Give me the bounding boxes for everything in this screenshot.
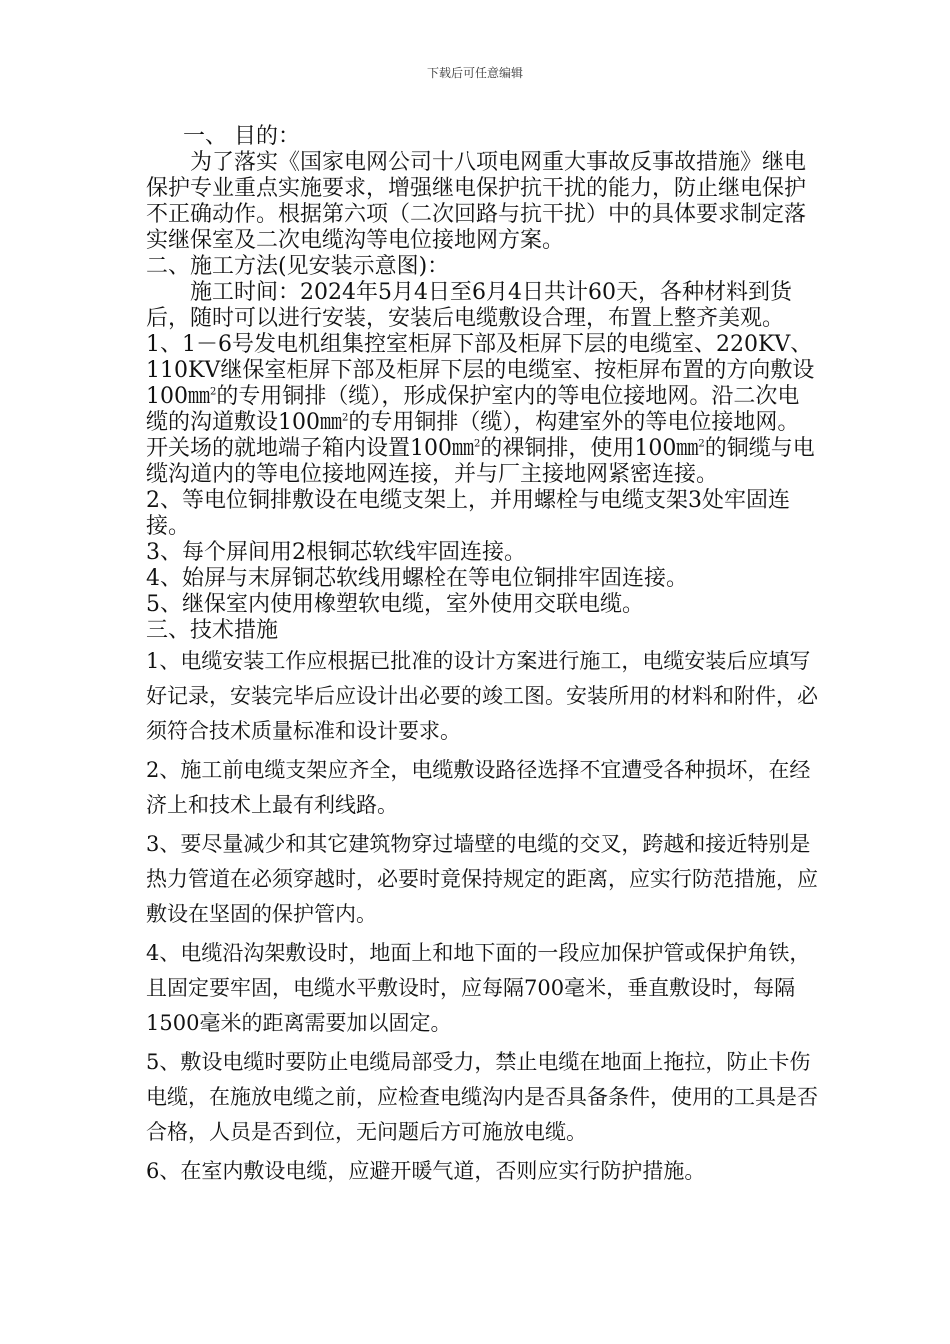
- technical-item-4: 4、电缆沿沟架敷设时，地面上和地下面的一段应加保护管或保护角铁，且固定要牢固，电缆水平敷设时，应每隔700毫米，垂直敷设时，每隔1500毫米的距离需要加以固定。: [146, 941, 811, 1035]
- method-item-1: [146, 332, 818, 488]
- method-item-1-text-a: 1、1－6号发电机组集控室柜屏下部及柜屏下层的电缆室、220KV、110KV继保室柜屏下部及柜屏下层的电缆室、按柜屏布置的方向敷设100㎜: [146, 332, 815, 409]
- purpose-paragraph: 为了落实《国家电网公司十八项电网重大事故反事故措施》继电保护专业重点实施要求，增强继电保护抗干扰的能力，防止继电保护不正确动作。根据第六项（二次回路与抗干扰）中的具体要求制定落实继保室及二次电缆沟等电位接地网方案。: [146, 150, 807, 253]
- technical-item-6: 6、在室内敷设电缆，应避开暖气道，否则应实行防护措施。: [146, 1159, 706, 1183]
- method-item-1-text-b: 的专用铜排（缆），形成保护室内的等电位接地网。沿二次电缆的沟道敷设100㎜: [146, 384, 800, 435]
- page-header-note: 下载后可任意编辑: [426, 66, 523, 80]
- method-item-1-text-d: 的裸铜排，使用100㎜: [480, 436, 699, 461]
- method-item-5: 5、继保室内使用橡塑软电缆，室外使用交联电缆。: [146, 592, 644, 617]
- technical-item-1: 1、电缆安装工作应根据已批准的设计方案进行施工，电缆安装后应填写好记录，安装完毕后应设计出必要的竣工图。安装所用的材料和附件，必须符合技术质量标准和设计要求。: [146, 649, 818, 743]
- dense-section: [146, 124, 818, 644]
- superscript-2: 2: [698, 438, 705, 450]
- construction-time-paragraph: 施工时间：2024年5月4日至6月4日共计60天，各种材料到货后，随时可以进行安装，安装后电缆敷设合理，布置上整齐美观。: [146, 280, 792, 331]
- section-heading-purpose: 一、 目的：: [183, 124, 300, 149]
- superscript-2: 2: [474, 438, 481, 450]
- method-item-4: 4、始屏与末屏铜芯软线用螺栓在等电位铜排牢固连接。: [146, 566, 688, 591]
- technical-item-5: 5、敷设电缆时要防止电缆局部受力，禁止电缆在地面上拖拉，防止卡伤电缆，在施放电缆之前，应检查电缆沟内是否具备条件，使用的工具是否合格，人员是否到位，无问题后方可施放电缆。: [146, 1050, 818, 1144]
- section-heading-technical: 三、技术措施: [146, 618, 279, 643]
- method-item-2: 2、等电位铜排敷设在电缆支架上，并用螺栓与电缆支架3处牢固连接。: [146, 488, 790, 539]
- method-item-1-text-c: 的专用铜排（缆），构建室外的等电位接地网。开关场的就地端子箱内设置100㎜: [146, 410, 800, 461]
- superscript-2: 2: [342, 412, 349, 424]
- technical-item-2: 2、施工前电缆支架应齐全，电缆敷设路径选择不宜遭受各种损坏，在经济上和技术上最有利线路。: [146, 758, 811, 817]
- method-item-3: 3、每个屏间用2根铜芯软线牢固连接。: [146, 540, 526, 565]
- technical-measures-list: [146, 644, 818, 1189]
- section-heading-method: 二、施工方法(见安装示意图)：: [146, 254, 450, 279]
- superscript-2: 2: [210, 386, 217, 398]
- technical-item-3: 3、要尽量减少和其它建筑物穿过墙壁的电缆的交叉，跨越和接近特别是热力管道在必须穿越时，必要时竟保持规定的距离，应实行防范措施，应敷设在坚固的保护管内。: [146, 832, 818, 926]
- document-body: [146, 124, 818, 1189]
- method-item-1-text-e: 的铜缆与电缆沟道内的等电位接地网连接，并与厂主接地网紧密连接。: [146, 436, 815, 487]
